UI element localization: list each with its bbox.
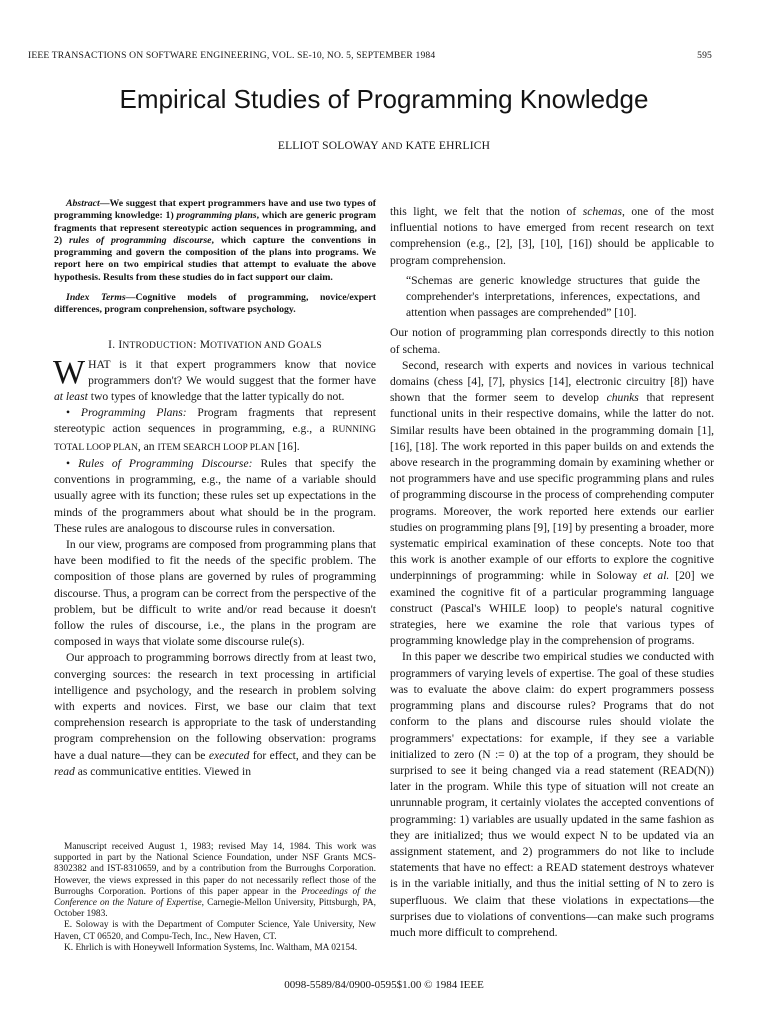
page-number: 595: [697, 50, 712, 61]
copyright-line: 0098-5589/84/0900-0595$1.00 © 1984 IEEE: [284, 979, 484, 991]
footnote-soloway: E. Soloway is with the Department of Computer Science, Yale University, New Haven, CT 06520, and Compu-Tech, Inc., New Haven, CT.: [54, 920, 376, 942]
abstract-label: Abstract: [66, 198, 100, 209]
author-soloway: ELLIOT SOLOWAY: [277, 140, 379, 152]
abstract: Abstract—We suggest that expert programmers have and use two types of programming knowledge: 1) programming plans, which are generic program fragments that represent stereotypic action sequences in programming, and 2) rules of programming discourse, which capture the conventions in programming and govern the composition of the plans into programs. We report here on two empirical studies that attempt to evaluate the above hypothesis. Results from these studies do in fact support our claim.: [54, 198, 376, 283]
intro-paragraph-3: Our approach to programming borrows directly from at least two, converging sources: the research in text processing in artificial intelligence and psychology, and the research in problem solving with experts and novices. First, we base our claim that text comprehension research is appropriate to the task of understanding program comprehension on the following observation: programs have a dual nature—they can be executed for effect, and they can be read as communicative entities. Viewed in: [54, 651, 376, 778]
schema-quote: “Schemas are generic knowledge structures that guide the comprehender's interpretations, inferences, expectations, and attention when passages are comprehended” [10].: [406, 273, 700, 320]
drop-cap: W: [53, 353, 86, 391]
left-column: [54, 198, 376, 780]
journal-citation: IEEE TRANSACTIONS ON SOFTWARE ENGINEERING, VOL. SE-10, NO. 5, SEPTEMBER 1984: [28, 50, 436, 61]
right-paragraph-3: Second, research with experts and novices in various technical domains (chess [4], [7], physics [14], electronic circuitry [8]) have shown that the former seem to develop chunks that represent functional units in their respective domains, while the latter do not. Similar results have been obtained in the programming domain [1], [16], [18]. The work reported in this paper builds on and extends the above research in the programming domain by examining whether or not programmers have and use specific programming plans and rules of programming discourse in the process of comprehending computer programs. Moreover, the work reported here extends our earlier studies on programming plans [9], [19] by presenting a broader, more systematic empirical examination of these concepts. Note too that this work is another example of our efforts to explore the cognitive underpinnings of programming: while in Soloway et al. [20] we examined the cognitive fit of a particular programming language construct (Pascal's WHILE loop) to people's natural cognitive strategies, here we examine the role that various types of programming knowledge play in the comprehension of programs.: [390, 358, 715, 648]
section-heading-introduction: I. INTRODUCTION: MOTIVATION AND GOALS: [108, 338, 322, 351]
right-column: [390, 204, 714, 941]
right-paragraph-2: Our notion of programming plan corresponds directly to this notion of schema.: [390, 326, 714, 356]
footnote-manuscript: Manuscript received August 1, 1983; revised May 14, 1984. This work was supported in part by the National Science Foundation, under NSF Grants MCS-8302382 and IST-8310659, and by a contribution from the Burroughs Corporation. However, the views expressed in this paper do not necessarily reflect those of the Burroughs Corporation. Portions of this paper appear in the Proceedings of the Conference on the Nature of Expertise, Carnegie-Mellon University, Pittsburgh, PA, October 1983.: [54, 842, 376, 920]
intro-paragraph-1: WHAT is it that expert programmers know that novice programmers don't? We would suggest that the former have at least two types of knowledge that the latter typically do not.: [53, 353, 376, 404]
author-ehrlich: KATE EHRLICH: [405, 140, 491, 152]
right-paragraph-1: this light, we felt that the notion of schemas, one of the most influential notions to have emerged from recent research on text comprehension (e.g., [2], [3], [10], [16]) should be applicable to program comprehension.: [390, 205, 714, 267]
index-terms: Index Terms—Cognitive models of programming, novice/expert differences, program conprehension, software psychology.: [54, 292, 376, 316]
footnotes: [54, 842, 376, 954]
author-conjunction: AND: [381, 142, 403, 152]
running-head: [28, 50, 712, 61]
right-paragraph-4: In this paper we describe two empirical studies we conducted with programmers of varying levels of expertise. The goal of these studies was to evaluate the above claim: do expert programmers possess programming plans and discourse rules? Programs that do not conform to the plans and discourse rules should violate the programmers' expectations: for example, if they see a variable initialized to zero (N := 0) at the top of a program, they should be surprised to see it being changed via a read statement (READ(N)) later in the program. While this type of situation will not create an unrunnable program, it certainly violates the accepted conventions of programming: 1) variables are usually updated in the same fashion as they are initialized; thus we would expect N to be updated via an assignment statement, and 2) programmers do not like to include statements that have no effect: a READ statement destroys whatever is in the variable initially, and thus the initial setting of N to zero is superfluous. We claim that these violations in expectations—the surprises due to violations of conventions—can make such programs much more difficult to comprehend.: [390, 650, 714, 939]
index-terms-label: Index Terms: [66, 292, 126, 304]
footnote-ehrlich: K. Ehrlich is with Honeywell Information Systems, Inc. Waltham, MA 02154.: [64, 942, 358, 953]
intro-paragraph-2: In our view, programs are composed from programming plans that have been modified to fit the needs of the specific problem. The composition of those plans are governed by rules of programming discourse. Thus, a program can be correct from the perspective of the problem, but be difficult to write and/or read because it doesn't follow the rules of discourse, i.e., the plans in the program are composed in ways that violate some discourse rule(s).: [54, 537, 376, 649]
bullet-discourse-rules: • Rules of Programming Discourse: Rules that specify the conventions in programming, e.g., the name of a variable should usually agree with its function; these rules set up expectations in the minds of the programmers about what should be in the program. These rules are analogous to discourse rules in conversation.: [54, 456, 376, 535]
paper-title: Empirical Studies of Programming Knowledge: [119, 84, 649, 114]
bullet-programming-plans: • Programming Plans: Program fragments that represent stereotypic action sequences in programming, e.g., a RUNNING TOTAL LOOP PLAN, an ITEM SEARCH LOOP PLAN [16].: [54, 406, 376, 453]
author-line: [0, 140, 768, 152]
